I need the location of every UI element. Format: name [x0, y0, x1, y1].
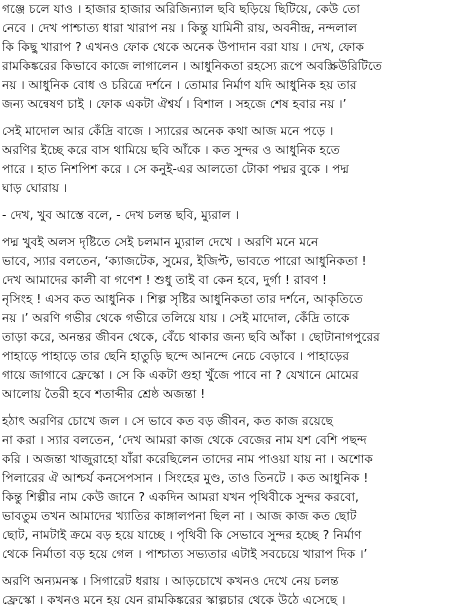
- text-line: আলোয় তৈরী হবে শতাব্দীর শ্রেষ্ঠ অজন্তা !: [2, 387, 206, 401]
- text-line: করি । অজন্তা খাজুরাহো যাঁরা করেছিলেন তাদের নাম পাওয়া যায় না । অশোক: [2, 452, 373, 466]
- text-line: রামকিঙ্করের কিভাবে কাজে লাগালেন । আধুনিকতা রহস্যে রূপে অবস্ক্রিউরিটিতে: [2, 59, 382, 73]
- text-line: তাড়া করে, অনন্তর জীবন থেকে, বেঁচে থাকার জন্য ছবি আঁকা । ছোটানাগপুরের: [2, 330, 380, 344]
- text-line: নয় ।’ অরণি গভীর থেকে গভীরে তলিয়ে যায় । সেই মাদোল, কেঁদ্রি তাকে: [2, 311, 350, 325]
- text-line: পাহাড়ে পাহাড়ে তার ছেনি হাতুড়ি ছন্দে আনন্দে নেচে বেড়াবে । পাহাড়ের: [2, 349, 350, 363]
- paragraph: [2, 572, 452, 610]
- text-line: অরণির ইচ্ছে করে বাস থামিয়ে ছবি আঁকে । কত সুন্দর ও আধুনিক হতে: [2, 143, 340, 157]
- paragraph: [2, 122, 452, 198]
- text-line: ছোট, নামটাই ক্রমে বড় হয়ে যাচ্ছে । পৃথিবী কি সেভাবে সুন্দর হচ্ছে ? নির্মাণ: [2, 528, 362, 542]
- text-line: - দেখ, খুব আস্তে বলে, - দেখ চলন্ত ছবি, ম্যুরাল ।: [2, 208, 239, 222]
- text-line: ঘাড় ঘোরায় ।: [2, 181, 68, 195]
- paragraph: [2, 412, 452, 564]
- text-line: জন্য অন্বেষণ চাই । ফোক একটা ঐশ্বর্য । বিশাল । সহজে শেষ হবার নয় ।’: [2, 97, 347, 111]
- paragraph: [2, 233, 452, 404]
- text-line: কিন্তু শিল্পীর নাম কেউ জানে ? একদিন আমরা যখন পৃথিবীকে সুন্দর করবো,: [2, 490, 359, 504]
- paragraph: [2, 0, 452, 114]
- text-line: হঠাৎ অরণির চোখে জল । সে ভাবে কত বড় জীবন, কত কাজ রয়েছে: [2, 414, 334, 428]
- text-line: দেখ আমাদের কালী বা গণেশ ! শুধু তাই বা কেন হবে, দুর্গা ! রাবণ !: [2, 273, 327, 287]
- text-line: পদ্ম খুবই অলস দৃষ্টিতে সেই চলমান ম্যুরাল দেখে । অরণি মনে মনে: [2, 235, 319, 249]
- text-line: ভাবতুম তখন আমাদের খ্যাতির কাঙ্গালপনা ছিল না । আজ কাজ কত ছোট: [2, 509, 357, 523]
- text-line: ভাবে, স্যার বলতেন, ‘ক্যাজটেক, সুমের, ইজিপ্ট, ভাবতে পারো আধুনিকতা !: [2, 254, 367, 268]
- paragraph: [2, 206, 452, 225]
- text-line: কি কিছু খারাপ ? এখনও ফোক থেকে অনেক উপাদান বরা যায় । দেখ, ফোক: [2, 40, 364, 54]
- text-line: সেই মাদোল আর কেঁদ্রি বাজে । স্যারের অনেক কথা আজ মনে পড়ে ।: [2, 124, 334, 138]
- text-line: পিলারের ঐ আশ্চর্য কনসেপসান । সিংহের মুণ্ড, তাও তিনটে । কত আধুনিক !: [2, 471, 369, 485]
- text-line: না করা । স্যার বলতেন, ‘দেখ আমরা কাজ থেকে বেজের নাম যশ বেশি পছন্দ: [2, 433, 367, 447]
- text-line: নেবে । দেখ পাশ্চাত্য ধারা খারাপ নয় । কিন্তু যামিনী রায়, অবনীন্দ্র, নন্দলাল: [2, 21, 358, 35]
- text-line: গায়ে জাগাবে ফ্রেস্কো । সে কি একটা গুহা খুঁজে পাবে না ? যেখানে মোমের: [2, 368, 359, 382]
- text-line: পারে । হাত নিশপিশ করে । সে কনুই-এর আলতো টোকা পদ্মর বুকে । পদ্ম: [2, 162, 350, 176]
- text-line: নৃসিংহ ! এসব কত আধুনিক । শিল্প সৃষ্টির আধুনিকতা তার দর্শনে, আকৃতিতে: [2, 292, 363, 306]
- text-line: থেকে নির্মাতা বড় হয়ে গেল । পাশ্চাত্য সভ্যতার এটাই সবচেয়ে খারাপ দিক ।’: [2, 547, 368, 561]
- text-line: গঞ্জে চলে যাও । হাজার হাজার অরিজিন্যাল ছবি ছড়িয়ে ছিটিয়ে, কেউ তো: [2, 2, 360, 16]
- text-line: নয় । আধুনিক বোধ ও চরিত্রে দর্শনে । তোমার নির্মাণ যদি আধুনিক হয় তার: [2, 78, 357, 92]
- text-line: অরণি অন্যমনস্ক । সিগারেট ধরায় । আড়চোখে কখনও দেখে নেয় চলন্ত: [2, 574, 339, 588]
- text-line: ফ্রেস্কো । কখনও মনে হয় যেন রামকিঙ্করের স্কাল্পচার থেকে উঠে এসেছে ।: [2, 593, 346, 607]
